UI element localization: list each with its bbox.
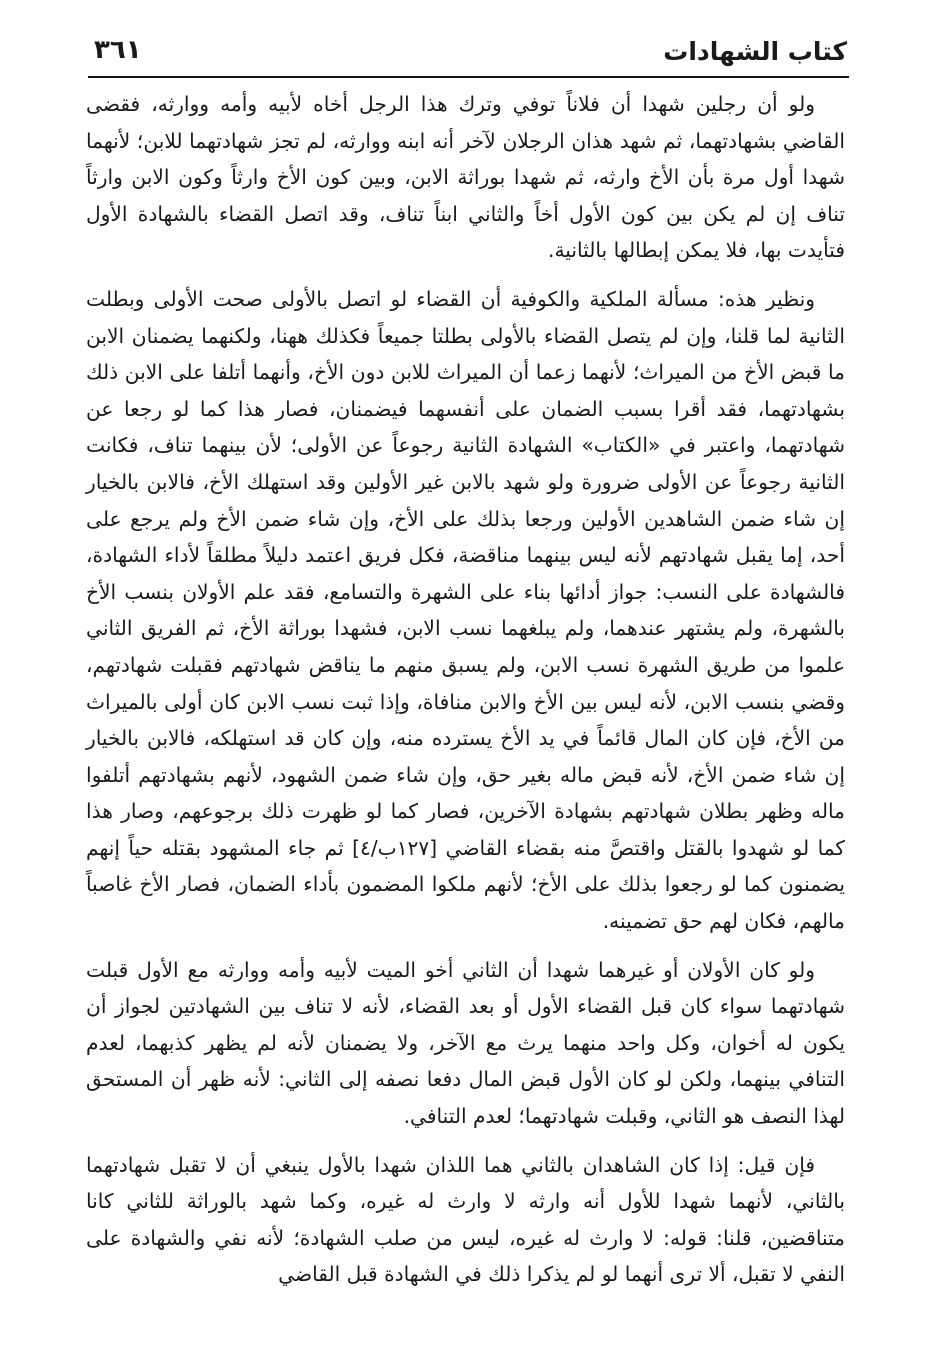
paragraph-4: فإن قيل: إذا كان الشاهدان بالثاني هما اللذان شهدا بالأول ينبغي أن لا تقبل شهادتهما بالثاني، لأنهما شهدا للأول أنه وارثه لا وارث له غيره، وكما شهد بالوراثة للثاني كانا متناقضين، قلنا: قوله: لا وارث له غيره، ليس من صلب الشهادة؛ لأنه نفي والشهادة على النفي لا تقبل، ألا ترى أنهما لو لم يذكرا ذلك في الشهادة قبل القاضي [86, 1152, 845, 1287]
page-header [88, 30, 849, 78]
paragraph-2: ونظير هذه: مسألة الملكية والكوفية أن القضاء لو اتصل بالأولى صحت الأولى وبطلت الثانية لما قلنا، وإن لم يتصل القضاء بالأولى بطلتا جميعاً فكذلك ههنا، ولكنهما يضمنان الابن ما قبض الأخ من الميراث؛ لأنهما زعما أن الميراث للابن دون الأخ، وأنهما أتلفا على الابن ذلك بشهادتهما، فقد أقرا بسبب الضمان على أنفسهما فيضمنان، فصار هذا كما لو رجعا عن شهادتهما، واعتبر في «الكتاب» الشهادة الثانية رجوعاً عن الأولى؛ لأن بينهما تناف، فكانت الثانية رجوعاً عن الأولى ضرورة ولو شهد بالابن غير الأولين وقد استهلك الأخ، فالابن بالخيار إن شاء ضمن الشاهدين الأولين ورجعا بذلك على الأخ، وإن شاء ضمن الأخ ولم يرجع على أحد، إما يقبل شهادتهم لأنه ليس بينهما مناقضة، فكل فريق اعتمد دليلاً مطلقاً لأداء الشهادة، فالشهادة على النسب: جواز أدائها بناء على الشهرة والتسامع، فقد علم الأولان بنسب الأخ بالشهرة، ولم يشتهر عندهما، ولم يبلغهما نسب الابن، فشهدا بوراثة الأخ، ثم الفريق الثاني علموا من طريق الشهرة نسب الابن، ولم يسبق منهم ما يناقض شهادتهم فقبلت شهادتهم، وقضي بنسب الابن، لأنه ليس بين الأخ والابن منافاة، وإذا ثبت نسب الابن كان أولى بالميراث من الأخ، فإن كان المال قائماً في يد الأخ يسترده منه، وإن كان قد استهلكه، فالابن بالخيار إن شاء ضمن الأخ، لأنه قبض ماله بغير حق، وإن شاء ضمن الشهود، لأنهم بشهادتهم أتلفوا ماله وظهر بطلان شهادتهم بشهادة الآخرين، فصار كما لو ظهرت ذلك برجوعهم، وصار هذا كما لو شهدوا بالقتل واقتصَّ منه بقضاء القاضي [١٢٧ب/٤] ثم جاء المشهود بقتله حياً إنهم يضمنون كما لو رجعوا بذلك على الأخ؛ لأنهم ملكوا المضمون بأداء الضمان، فصار الأخ غاصباً مالهم، فكان لهم حق تضمينه. [86, 286, 846, 934]
running-title: كتاب الشهادات [663, 37, 847, 66]
page-body [86, 86, 845, 1293]
page-number: ٣٦١ [94, 35, 142, 65]
paragraph-3: ولو كان الأولان أو غيرهما شهدا أن الثاني أخو الميت لأبيه وأمه ووارثه مع الأول قبلت شهادتهما سواء كان قبل القضاء الأول أو بعد القضاء، لأنه لا تناف بين الشهادتين لجواز أن يكون له أخوان، وكل واحد منهما يرث مع الآخر، ولا يضمنان لأنه لم يظهر كذبهما، لعدم التنافي بينهما، ولكن لو كان الأول قبض المال دفعا نصفه إلى الثاني: لأنه ظهر أن المستحق لهذا النصف هو الثاني، وقبلت شهادتهما؛ لعدم التنافي. [86, 957, 845, 1129]
paragraph-1: ولو أن رجلين شهدا أن فلاناً توفي وترك هذا الرجل أخاه لأبيه وأمه ووارثه، فقضى القاضي بشهادتهما، ثم شهد هذان الرجلان لآخر أنه ابنه ووارثه، لم تجز شهادتهما للابن؛ لأنهما شهدا أول مرة بأن الأخ وارثه، ثم شهدا بوراثة الابن، وبين كون الأخ وارثاً وكون الابن وارثاً تناف إن لم يكن بين كون الأول أخاً والثاني ابناً تناف، وقد اتصل القضاء بالشهادة الأول فتأيدت بها، فلا يمكن إبطالها بالثانية. [86, 92, 845, 263]
